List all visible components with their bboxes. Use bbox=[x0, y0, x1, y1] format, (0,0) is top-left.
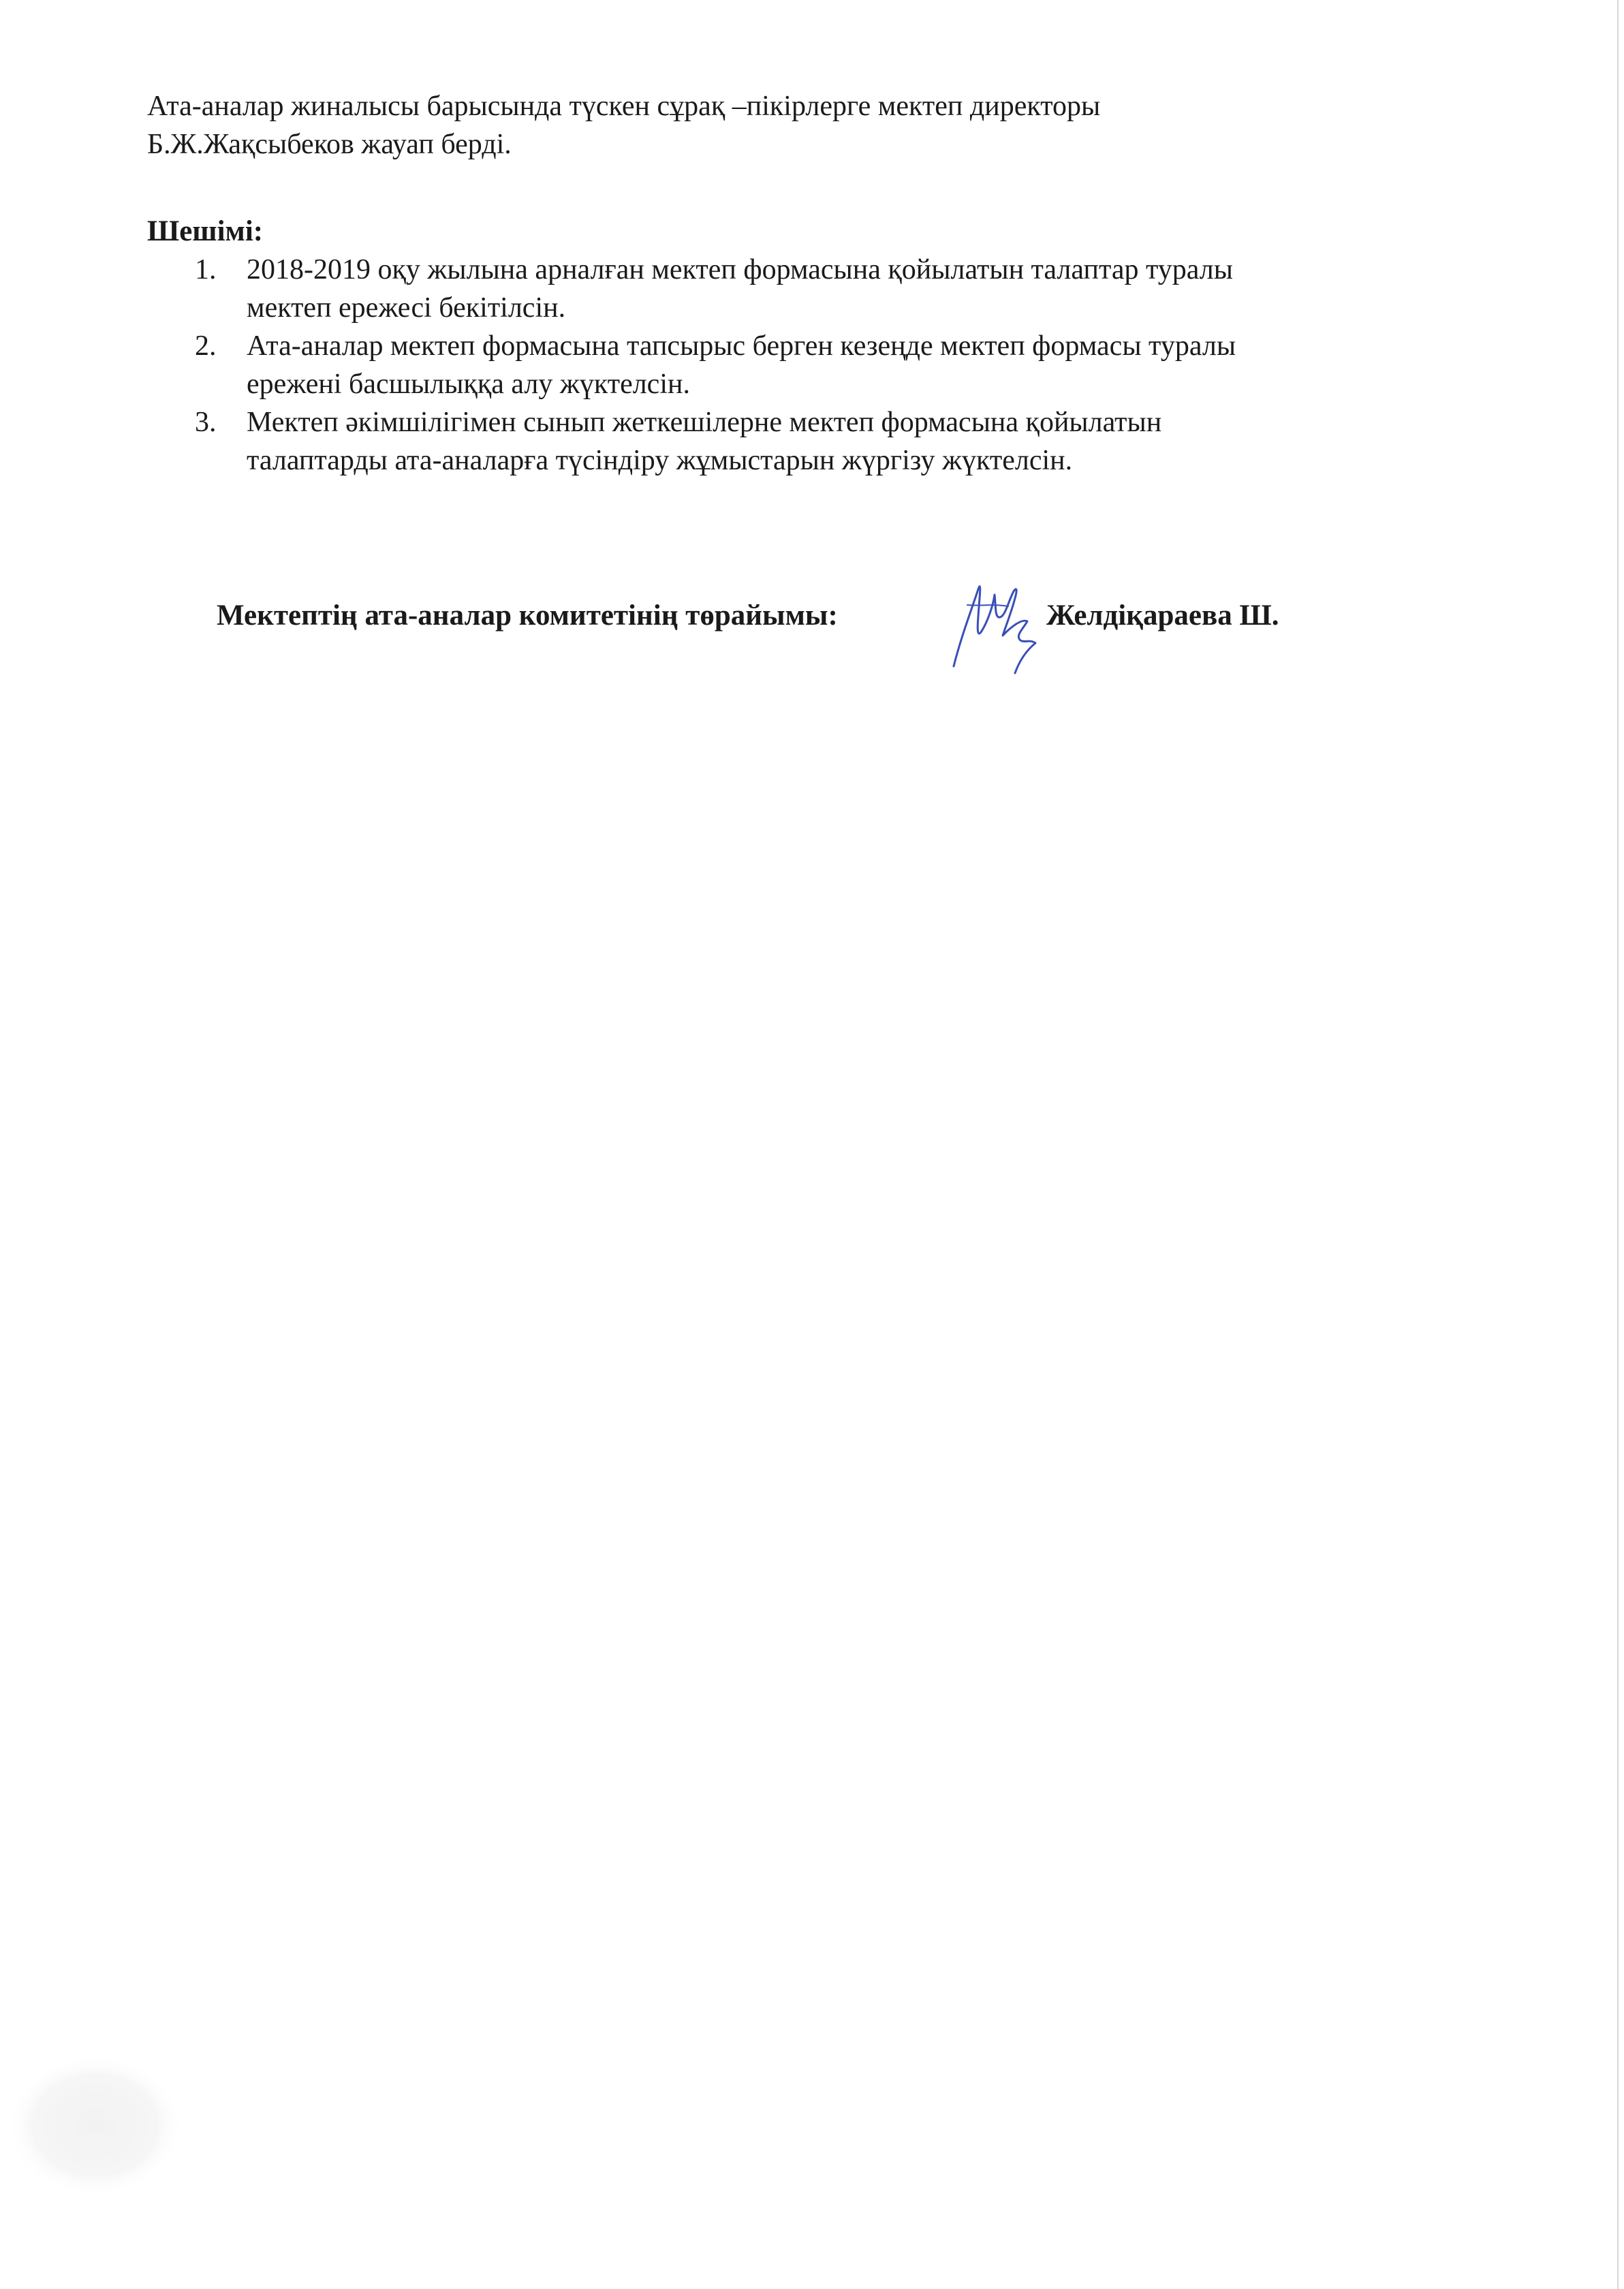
decision-heading: Шешімі: bbox=[147, 215, 264, 247]
decision-item-text-line: талаптарды ата-аналарға түсіндіру жұмыстарын жүргізу жүктелсін. bbox=[247, 445, 1073, 476]
signature-title: Мектептің ата-аналар комитетінің төрайымы: bbox=[217, 600, 838, 632]
decision-item-number: 2. bbox=[195, 330, 217, 362]
decision-item-3 bbox=[147, 403, 1482, 480]
decision-item-text-line: ережені басшылыққа алу жүктелсін. bbox=[247, 369, 690, 400]
decision-item-text-line: мектеп ережесі бекітілсін. bbox=[247, 292, 566, 324]
paper-smudge bbox=[0, 2044, 204, 2207]
decision-item-text-line: Ата-аналар мектеп формасына тапсырыс берген кезеңде мектеп формасы туралы bbox=[247, 330, 1236, 362]
decision-item-text-line: 2018-2019 оқу жылына арналған мектеп формасына қойылатын талаптар туралы bbox=[247, 254, 1233, 285]
intro-line-1: Ата-аналар жиналысы барысында түскен сұрақ –пікірлерге мектеп директоры bbox=[147, 91, 1101, 122]
handwritten-signature-icon bbox=[940, 564, 1056, 680]
intro-line-2: Б.Ж.Жақсыбеков жауап берді. bbox=[147, 129, 512, 160]
decision-item-text-line: Мектеп әкімшілігімен сынып жеткешілерне мектеп формасына қойылатын bbox=[247, 407, 1162, 438]
decision-item-number: 1. bbox=[195, 254, 217, 285]
signatory-name: Желдіқараева Ш. bbox=[1046, 600, 1279, 632]
decision-list bbox=[147, 251, 1482, 480]
decision-item-1 bbox=[147, 251, 1482, 327]
decision-item-number: 3. bbox=[195, 407, 217, 438]
page-edge-shadow bbox=[1617, 0, 1619, 2289]
intro-paragraph bbox=[147, 87, 1482, 164]
decision-item-2 bbox=[147, 327, 1482, 403]
